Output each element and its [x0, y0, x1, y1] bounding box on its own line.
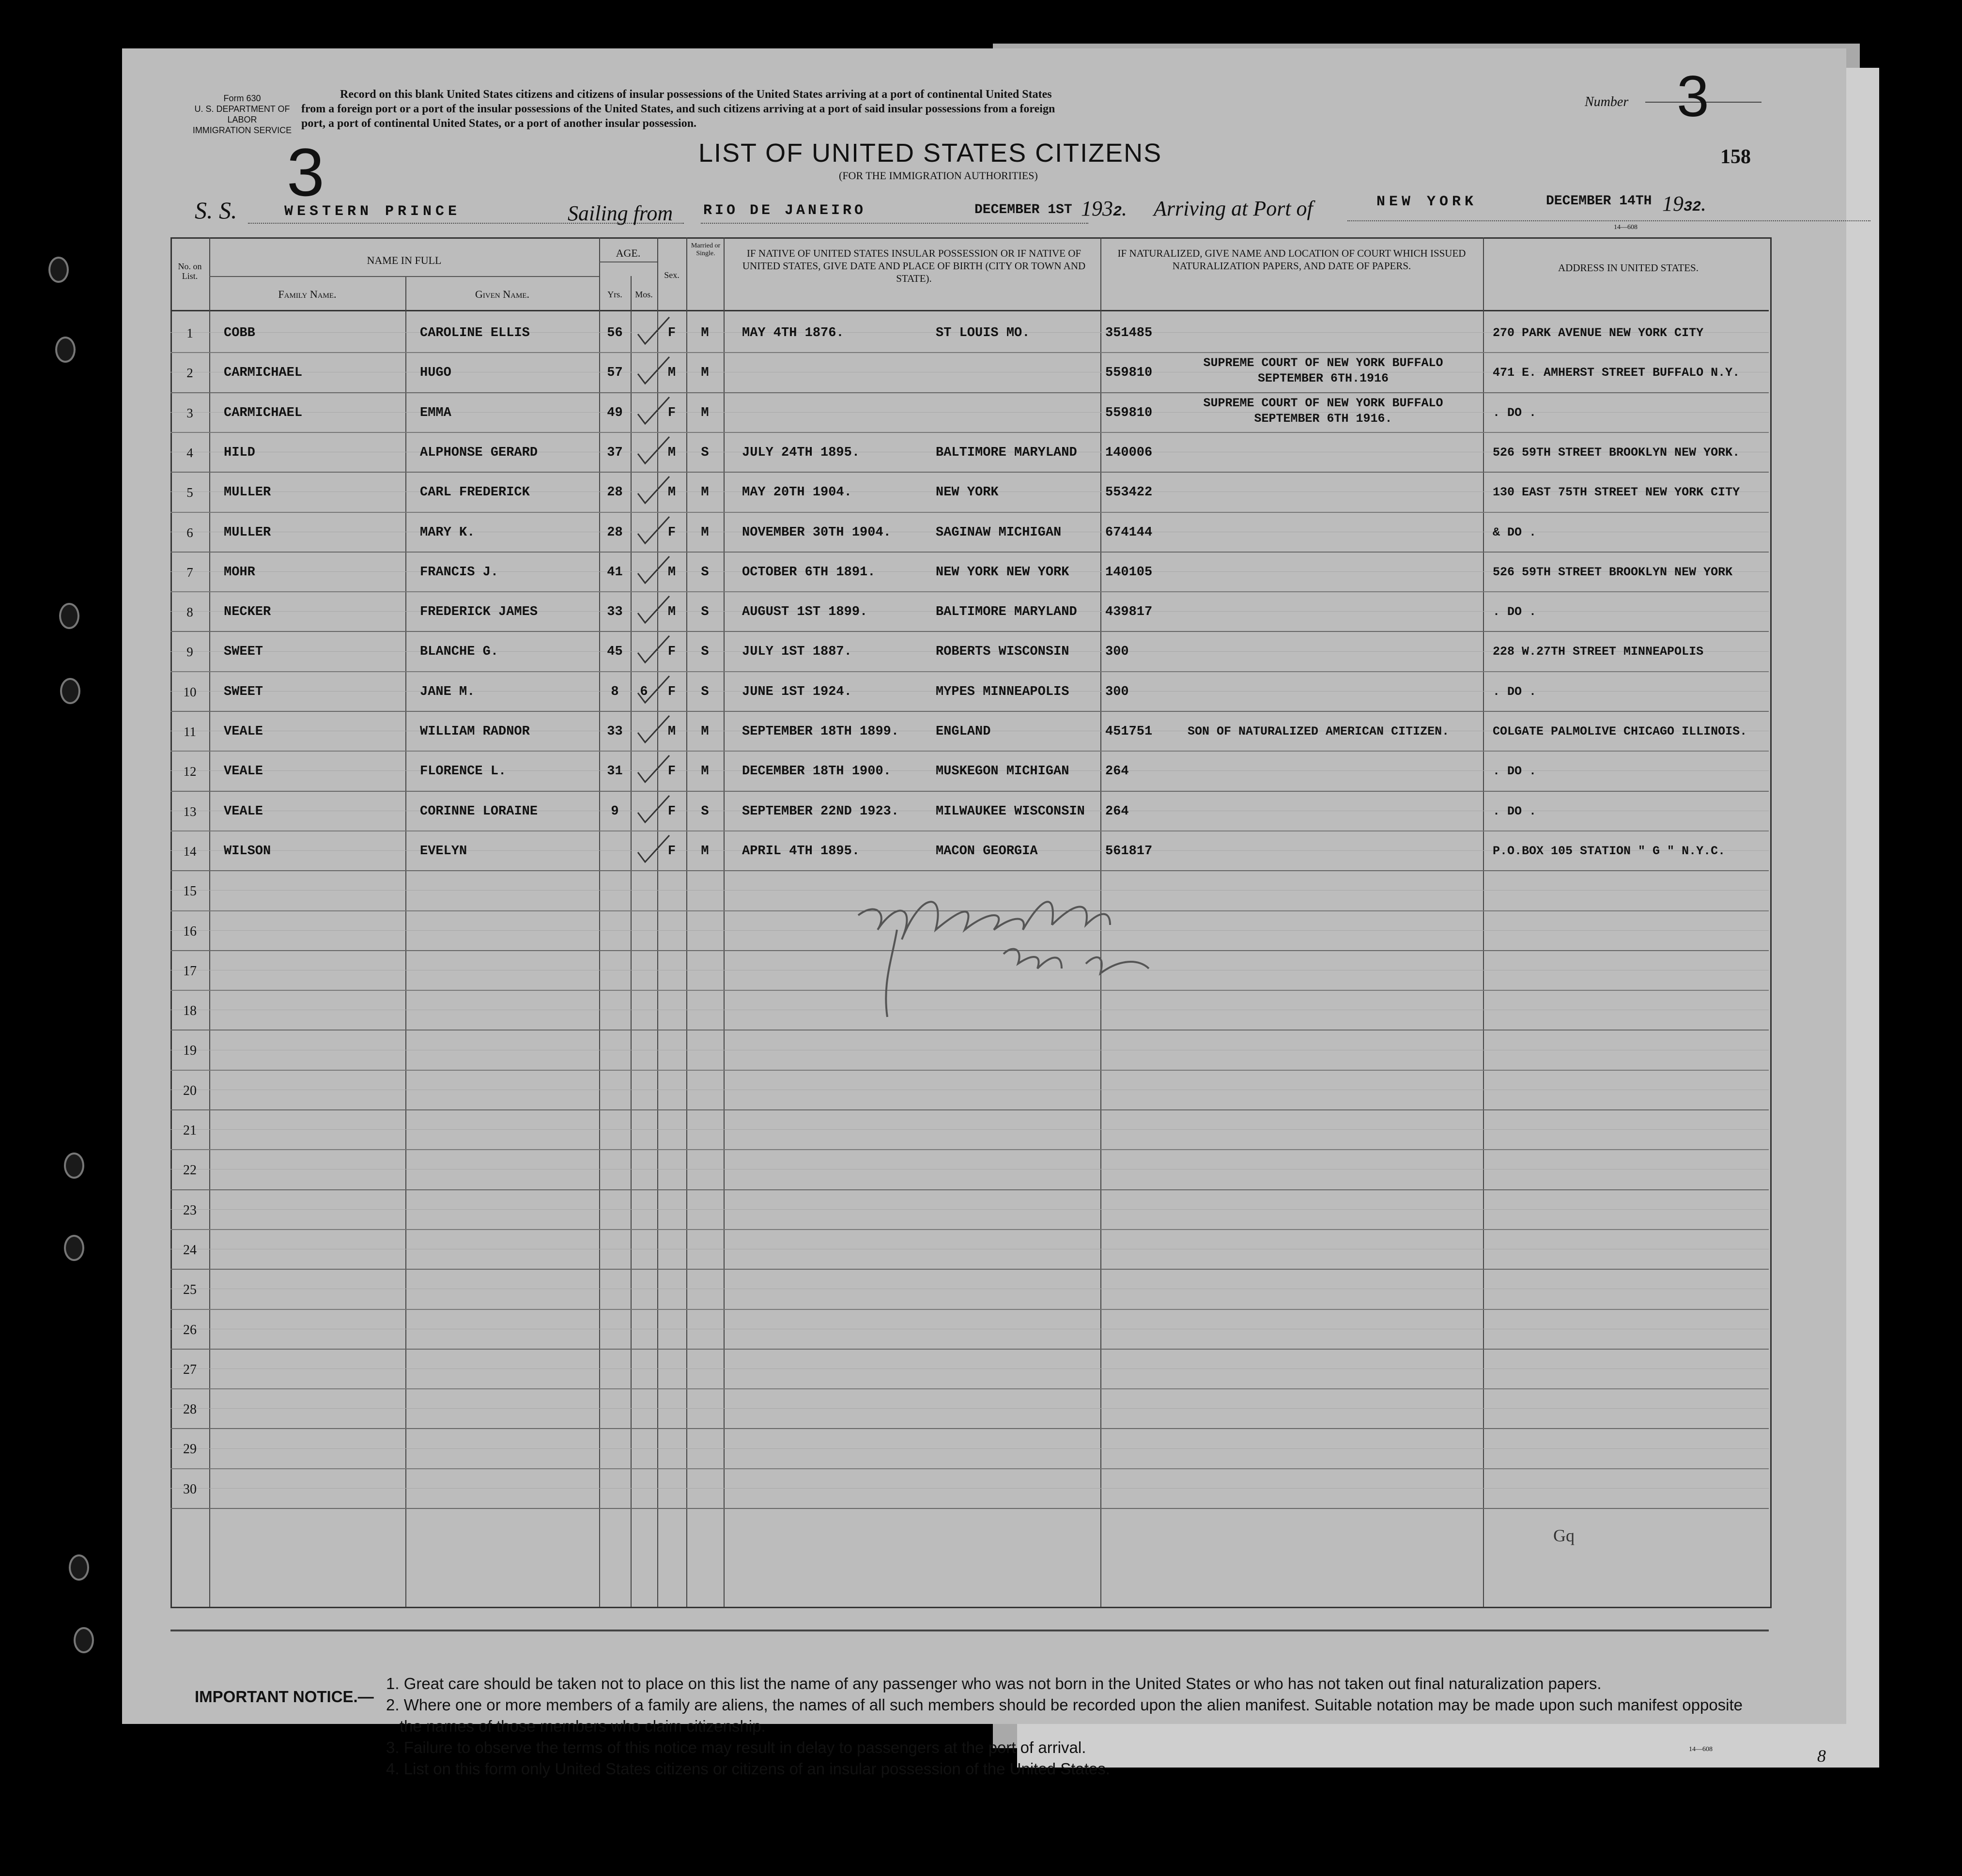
sailing-from-label: Sailing from [568, 201, 673, 225]
age-years: 49 [607, 405, 623, 420]
family-name: SWEET [224, 684, 263, 699]
address: . DO . [1493, 684, 1537, 699]
given-name: EVELYN [420, 844, 467, 859]
marital-status: S [701, 605, 709, 620]
check-mark [635, 594, 674, 628]
certificate-number: 559810 [1105, 405, 1153, 420]
row-number: 12 [183, 764, 197, 779]
sex: M [667, 485, 676, 500]
birth-place: BALTIMORE MARYLAND [936, 605, 1077, 620]
birth-place: SAGINAW MICHIGAN [936, 525, 1062, 540]
birth-place: MUSKEGON MICHIGAN [936, 764, 1069, 779]
family-name: WILSON [224, 844, 271, 859]
punch-hole [55, 337, 76, 363]
certificate-number: 264 [1105, 804, 1129, 819]
row-number: 3 [186, 405, 193, 420]
family-name: MULLER [224, 525, 271, 540]
row-number: 23 [183, 1202, 197, 1218]
row-number: 9 [186, 645, 193, 660]
check-mark [635, 395, 674, 429]
header-family-name: Family Name. [278, 288, 337, 300]
birth-date: JUNE 1ST 1924. [742, 684, 852, 699]
list-number: 3 [1677, 64, 1709, 129]
arrival-year: 1932. [1662, 192, 1707, 215]
row-number: 30 [183, 1481, 197, 1497]
row-number: 16 [183, 923, 197, 939]
header-native: IF NATIVE OF UNITED STATES INSULAR POSSESSION OR IF NATIVE OF UNITED STATES, GIVE DATE AND PLACE OF BIRTH (CITY OR TOWN AND STATE). [742, 247, 1086, 284]
sex: F [667, 525, 676, 540]
row-number: 22 [183, 1163, 197, 1178]
court-name: SON OF NATURALIZED AMERICAN CITIZEN. [1188, 724, 1450, 738]
inspector-signature [849, 872, 1217, 1031]
age-years: 56 [607, 326, 623, 340]
sex: M [667, 565, 676, 580]
check-mark [635, 514, 674, 548]
header-sex: Sex. [664, 270, 680, 280]
punch-hole [64, 1153, 84, 1179]
row-number: 7 [186, 565, 193, 580]
address: . DO . [1493, 405, 1537, 420]
family-name: MULLER [224, 485, 271, 500]
birth-date: APRIL 4TH 1895. [742, 844, 860, 859]
given-name: FRANCIS J. [420, 565, 499, 580]
service-name: IMMIGRATION SERVICE [192, 125, 292, 135]
age-years: 8 [611, 684, 619, 699]
marital-status: M [701, 764, 709, 779]
instruction-text: Record on this blank United States citizens and citizens of insular possessions of the United States arriving at a port of continental United States from a foreign port or a port of the insular possessions of the United States, and such citizens arriving at a port of said insular possessions from a foreign port, a port of continental United States, or a port of another insular possession. [301, 88, 1055, 130]
sex: F [667, 645, 676, 660]
form-subtitle: (FOR THE IMMIGRATION AUTHORITIES) [839, 169, 1038, 182]
birth-place: MACON GEORGIA [936, 844, 1038, 859]
birth-place: ROBERTS WISCONSIN [936, 645, 1069, 660]
age-years: 57 [607, 366, 623, 381]
birth-date: AUGUST 1ST 1899. [742, 605, 868, 620]
birth-date: JULY 24TH 1895. [742, 445, 860, 460]
manifest-page [122, 48, 1846, 1778]
address: 228 W.27TH STREET MINNEAPOLIS [1493, 645, 1704, 659]
row-number: 17 [183, 963, 197, 979]
notice-item-4: 4. List on this form only United States citizens or citizens of an insular possession of the United States. [386, 1760, 1110, 1778]
row-number: 13 [183, 804, 197, 819]
check-mark [635, 674, 674, 707]
row-number: 29 [183, 1442, 197, 1457]
certificate-number: 559810 [1105, 366, 1153, 381]
age-years: 33 [607, 605, 623, 620]
given-name: JANE M. [420, 684, 475, 699]
ship-name: WESTERN PRINCE [284, 203, 461, 220]
small-code: 14—608 [1614, 224, 1638, 231]
form-number: Form 630 [223, 93, 261, 103]
row-number: 28 [183, 1402, 197, 1417]
certificate-number: 264 [1105, 764, 1129, 779]
given-name: CARL FREDERICK [420, 485, 530, 500]
arriving-label: Arriving at Port of [1154, 197, 1313, 220]
age-years: 45 [607, 645, 623, 660]
birth-place: MYPES MINNEAPOLIS [936, 684, 1069, 699]
address: 526 59TH STREET BROOKLYN NEW YORK [1493, 565, 1733, 579]
age-years: 28 [607, 485, 623, 500]
arrival-port: NEW YORK [1376, 194, 1478, 210]
notice-item-2: 2. Where one or more members of a family are aliens, the names of all such members should be recorded upon the alien manifest. Suitable notation may be made upon such manifest opposite the names of those members who claim citizenship. [386, 1696, 1743, 1735]
age-years: 28 [607, 525, 623, 540]
sex: F [667, 804, 676, 819]
check-mark [635, 753, 674, 787]
address: . DO . [1493, 764, 1537, 779]
row-number: 10 [183, 684, 197, 699]
row-number: 5 [186, 485, 193, 500]
birth-place: ENGLAND [936, 724, 991, 739]
birth-place: NEW YORK NEW YORK [936, 565, 1069, 580]
address: . DO . [1493, 605, 1537, 619]
bottom-mark: Gq [1553, 1526, 1575, 1545]
birth-place: ST LOUIS MO. [936, 326, 1030, 340]
header-naturalized: IF NATURALIZED, GIVE NAME AND LOCATION OF COURT WHICH ISSUED NATURALIZATION PAPERS, AND DATE OF PAPERS. [1117, 247, 1466, 272]
row-number: 1 [186, 326, 193, 340]
sex: F [667, 764, 676, 779]
certificate-number: 553422 [1105, 485, 1153, 500]
given-name: ALPHONSE GERARD [420, 445, 538, 460]
arrival-date: DECEMBER 14TH [1546, 194, 1652, 209]
row-number: 18 [183, 1003, 197, 1019]
family-name: HILD [224, 445, 255, 460]
punch-hole [69, 1554, 89, 1581]
age-months: 6 [640, 684, 648, 699]
check-mark [635, 354, 674, 388]
check-mark [635, 713, 674, 747]
row-number: 15 [183, 884, 197, 899]
court-date: SEPTEMBER 6TH.1916 [1257, 371, 1389, 386]
check-mark [635, 434, 674, 468]
marital-status: M [701, 844, 709, 859]
form-agency-block [184, 93, 300, 136]
punch-hole [74, 1627, 94, 1653]
department-name: U. S. DEPARTMENT OF LABOR [194, 104, 290, 124]
marital-status: M [701, 525, 709, 540]
page-number: 158 [1720, 146, 1751, 168]
given-name: MARY K. [420, 525, 475, 540]
birth-place: NEW YORK [936, 485, 999, 500]
row-number: 24 [183, 1242, 197, 1258]
row-number: 14 [183, 844, 197, 859]
marital-status: S [701, 684, 709, 699]
marital-status: S [701, 445, 709, 460]
age-years: 37 [607, 445, 623, 460]
notice-items [386, 1673, 1752, 1780]
marital-status: M [701, 724, 709, 739]
marital-status: M [701, 405, 709, 420]
birth-date: DECEMBER 18TH 1900. [742, 764, 891, 779]
sex: F [667, 326, 676, 340]
check-mark [635, 315, 674, 349]
departure-year: 1932. [1081, 197, 1128, 220]
punch-hole [48, 257, 69, 283]
certificate-number: 140105 [1105, 565, 1153, 580]
given-name: CORINNE LORAINE [420, 804, 538, 819]
address: 526 59TH STREET BROOKLYN NEW YORK. [1493, 445, 1740, 460]
address: COLGATE PALMOLIVE CHICAGO ILLINOIS. [1493, 724, 1747, 738]
sex: F [667, 405, 676, 420]
notice-label: IMPORTANT NOTICE.— [195, 1688, 374, 1706]
header-address: ADDRESS IN UNITED STATES. [1558, 262, 1699, 274]
certificate-number: 300 [1105, 645, 1129, 660]
birth-place: MILWAUKEE WISCONSIN [936, 804, 1085, 819]
given-name: HUGO [420, 366, 451, 381]
header-mos: Mos. [635, 290, 653, 299]
ss-label: S. S. [195, 197, 237, 224]
age-years: 33 [607, 724, 623, 739]
address: P.O.BOX 105 STATION " G " N.Y.C. [1493, 844, 1726, 858]
birth-date: NOVEMBER 30TH 1904. [742, 525, 891, 540]
notice-code: 14—608 [1689, 1746, 1713, 1753]
given-name: CAROLINE ELLIS [420, 326, 530, 340]
row-number: 8 [186, 605, 193, 620]
certificate-number: 351485 [1105, 326, 1153, 340]
punch-hole [59, 603, 79, 629]
marital-status: S [701, 804, 709, 819]
birth-date: SEPTEMBER 18TH 1899. [742, 724, 899, 739]
row-number: 11 [184, 724, 196, 739]
family-name: VEALE [224, 804, 263, 819]
certificate-number: 674144 [1105, 525, 1153, 540]
marital-status: M [701, 326, 709, 340]
marital-status: M [701, 485, 709, 500]
check-mark [635, 554, 674, 588]
age-years: 41 [607, 565, 623, 580]
row-number: 19 [183, 1043, 197, 1059]
row-number: 4 [186, 445, 193, 460]
given-name: BLANCHE G. [420, 645, 499, 660]
birth-date: JULY 1ST 1887. [742, 645, 852, 660]
family-name: CARMICHAEL [224, 366, 303, 381]
header-name-in-full: NAME IN FULL [367, 254, 442, 266]
court-name: SUPREME COURT OF NEW YORK BUFFALO [1203, 356, 1443, 370]
header-married: Married or Single. [691, 242, 721, 257]
birth-place: BALTIMORE MARYLAND [936, 445, 1077, 460]
family-name: CARMICHAEL [224, 405, 303, 420]
check-mark [635, 633, 674, 667]
certificate-number: 439817 [1105, 605, 1153, 620]
row-number: 2 [186, 366, 193, 381]
notice-item-3: 3. Failure to observe the terms of this notice may result in delay to passengers at the port of arrival. [386, 1738, 1086, 1756]
given-name: FLORENCE L. [420, 764, 507, 779]
age-years: 9 [611, 804, 619, 819]
given-name: EMMA [420, 405, 451, 420]
sex: M [667, 724, 676, 739]
sex: M [667, 605, 676, 620]
certificate-number: 451751 [1105, 724, 1153, 739]
family-name: NECKER [224, 605, 271, 620]
check-mark [635, 793, 674, 827]
row-number: 26 [183, 1322, 197, 1338]
row-number: 27 [183, 1362, 197, 1377]
number-label: Number [1585, 94, 1629, 109]
form-title: LIST OF UNITED STATES CITIZENS [698, 138, 1162, 168]
family-name: SWEET [224, 645, 263, 660]
given-name: FREDERICK JAMES [420, 605, 538, 620]
family-name: VEALE [224, 724, 263, 739]
header-age: AGE. [616, 247, 641, 259]
sex: F [667, 684, 676, 699]
family-name: COBB [224, 326, 255, 340]
row-number: 20 [183, 1083, 197, 1098]
court-date: SEPTEMBER 6TH 1916. [1254, 411, 1392, 426]
header-given-name: Given Name. [475, 288, 529, 300]
departure-port: RIO DE JANEIRO [703, 202, 866, 219]
punch-hole [60, 678, 80, 704]
address: & DO . [1493, 525, 1537, 539]
header-no: No. on List. [178, 261, 202, 281]
handwritten-mark: 3 [287, 134, 324, 210]
row-number: 21 [183, 1123, 197, 1138]
address: . DO . [1493, 804, 1537, 818]
address: 471 E. AMHERST STREET BUFFALO N.Y. [1493, 366, 1740, 380]
family-name: VEALE [224, 764, 263, 779]
certificate-number: 300 [1105, 684, 1129, 699]
given-name: WILLIAM RADNOR [420, 724, 530, 739]
birth-date: OCTOBER 6TH 1891. [742, 565, 876, 580]
sex: F [667, 844, 676, 859]
check-mark [635, 474, 674, 508]
corner-number: 8 [1817, 1746, 1826, 1766]
birth-date: MAY 4TH 1876. [742, 326, 844, 340]
notice-item-1: 1. Great care should be taken not to place on this list the name of any passenger who was not born in the United States or who has not taken out final naturalization papers. [386, 1675, 1602, 1692]
departure-date: DECEMBER 1ST [974, 202, 1072, 217]
sex: M [667, 445, 676, 460]
certificate-number: 561817 [1105, 844, 1153, 859]
address: 130 EAST 75TH STREET NEW YORK CITY [1493, 485, 1740, 500]
birth-date: MAY 20TH 1904. [742, 485, 852, 500]
punch-hole [64, 1235, 84, 1261]
header-yrs: Yrs. [607, 290, 622, 299]
marital-status: M [701, 366, 709, 381]
marital-status: S [701, 565, 709, 580]
family-name: MOHR [224, 565, 255, 580]
court-name: SUPREME COURT OF NEW YORK BUFFALO [1203, 396, 1443, 410]
row-number: 6 [186, 525, 193, 540]
sex: M [667, 366, 676, 381]
row-number: 25 [183, 1282, 197, 1298]
certificate-number: 140006 [1105, 445, 1153, 460]
check-mark [635, 833, 674, 867]
address: 270 PARK AVENUE NEW YORK CITY [1493, 326, 1704, 340]
age-years: 31 [607, 764, 623, 779]
birth-date: SEPTEMBER 22ND 1923. [742, 804, 899, 819]
marital-status: S [701, 645, 709, 660]
